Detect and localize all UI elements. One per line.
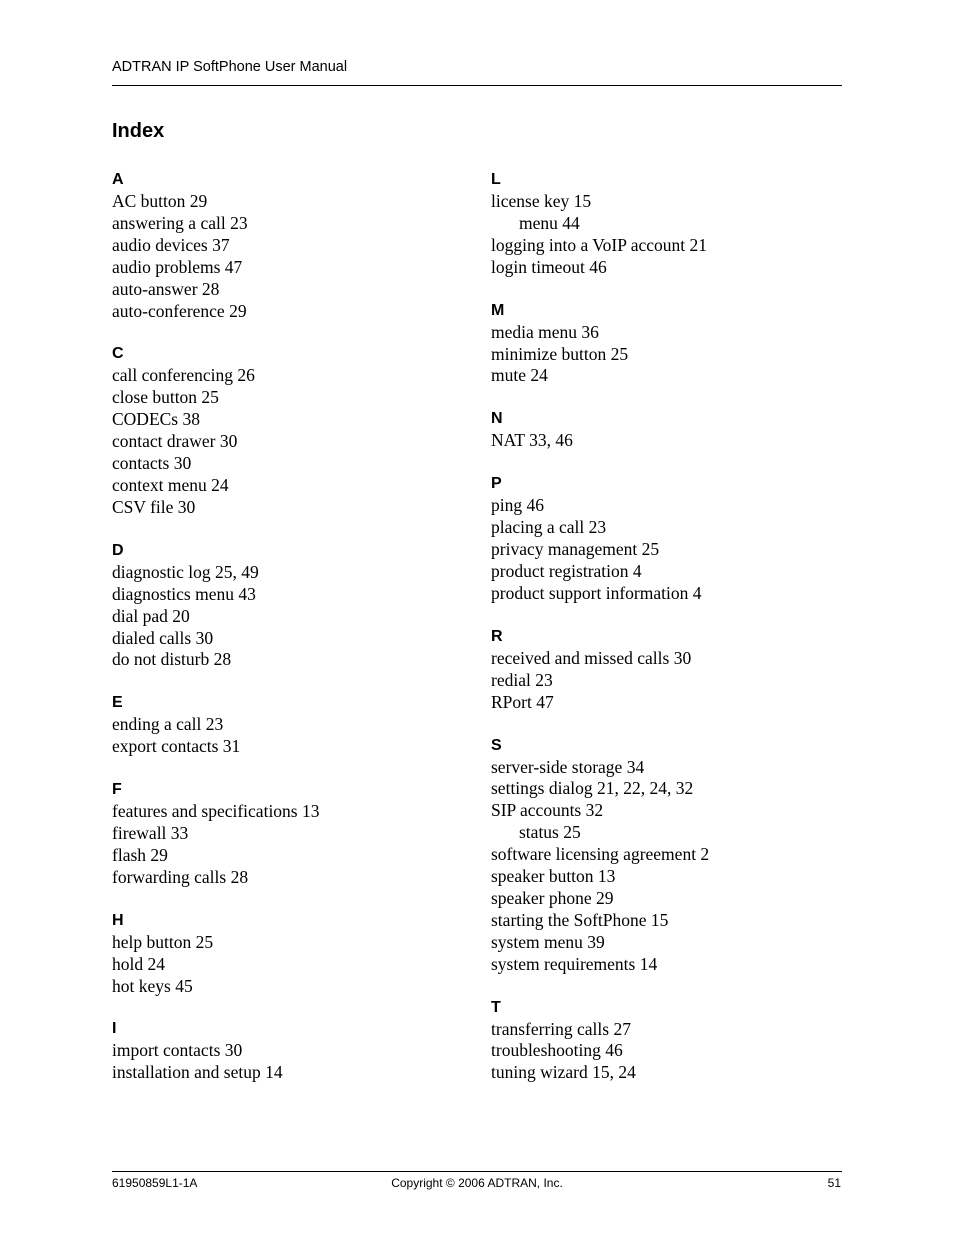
index-entry: product registration 4 bbox=[491, 560, 642, 581]
index-entry: transferring calls 27 bbox=[491, 1018, 631, 1039]
index-section-a bbox=[112, 170, 472, 322]
index-entry: system menu 39 bbox=[491, 931, 605, 952]
index-subentry: status 25 bbox=[519, 822, 581, 843]
section-letter: H bbox=[112, 911, 124, 929]
section-letter: E bbox=[112, 694, 123, 712]
index-entry: auto-answer 28 bbox=[112, 278, 220, 299]
index-entry: received and missed calls 30 bbox=[491, 647, 692, 668]
section-letter: T bbox=[491, 998, 501, 1016]
index-entry: hot keys 45 bbox=[112, 975, 193, 996]
index-entry: ending a call 23 bbox=[112, 714, 224, 735]
section-letter: D bbox=[112, 541, 124, 559]
index-section-t bbox=[491, 998, 831, 1085]
section-letter: M bbox=[491, 301, 505, 319]
index-entry: context menu 24 bbox=[112, 474, 229, 495]
index-entry: login timeout 46 bbox=[491, 256, 607, 277]
index-section-i bbox=[112, 1019, 472, 1084]
index-section-r bbox=[491, 627, 831, 714]
index-entry: NAT 33, 46 bbox=[491, 430, 573, 451]
index-subentry: menu 44 bbox=[519, 212, 580, 233]
index-entry: redial 23 bbox=[491, 669, 553, 690]
header-rule bbox=[112, 85, 842, 86]
running-header: ADTRAN IP SoftPhone User Manual bbox=[112, 59, 348, 75]
section-letter: L bbox=[491, 171, 501, 188]
index-entry: license key 15 bbox=[491, 191, 592, 211]
index-entry: diagnostics menu 43 bbox=[112, 583, 256, 604]
index-entry: mute 24 bbox=[491, 365, 548, 386]
section-letter: S bbox=[491, 736, 502, 754]
index-section-f bbox=[112, 780, 472, 889]
index-entry: starting the SoftPhone 15 bbox=[491, 909, 669, 930]
page-title: Index bbox=[112, 120, 165, 142]
index-entry: minimize button 25 bbox=[491, 343, 629, 364]
index-entry: import contacts 30 bbox=[112, 1040, 243, 1061]
index-entry: contact drawer 30 bbox=[112, 431, 238, 452]
index-entry: troubleshooting 46 bbox=[491, 1040, 623, 1061]
index-entry: server-side storage 34 bbox=[491, 756, 645, 777]
section-letter: F bbox=[112, 781, 122, 799]
section-letter: C bbox=[112, 345, 124, 363]
index-entry: answering a call 23 bbox=[112, 212, 248, 233]
index-entry: logging into a VoIP account 21 bbox=[491, 234, 707, 255]
index-entry: ping 46 bbox=[491, 495, 544, 516]
index-entry: firewall 33 bbox=[112, 823, 189, 844]
index-section-e bbox=[112, 693, 472, 758]
index-section-l bbox=[491, 170, 831, 279]
index-entry: dialed calls 30 bbox=[112, 627, 214, 648]
index-section-h bbox=[112, 911, 472, 998]
index-section-s bbox=[491, 736, 831, 976]
index-entry: close button 25 bbox=[112, 387, 219, 408]
index-entry: hold 24 bbox=[112, 953, 165, 974]
index-entry: settings dialog 21, 22, 24, 32 bbox=[491, 778, 694, 799]
section-letter: I bbox=[112, 1020, 117, 1038]
footer-doc-number: 61950859L1-1A bbox=[112, 1176, 198, 1190]
index-entry: CSV file 30 bbox=[112, 496, 196, 517]
index-entry: placing a call 23 bbox=[491, 517, 607, 538]
index-entry: product support information 4 bbox=[491, 582, 702, 603]
index-entry: export contacts 31 bbox=[112, 736, 241, 757]
index-entry: system requirements 14 bbox=[491, 953, 658, 974]
index-entry: call conferencing 26 bbox=[112, 365, 255, 386]
index-entry: speaker phone 29 bbox=[491, 887, 614, 908]
section-letter: N bbox=[491, 410, 503, 428]
footer-page-number: 51 bbox=[827, 1176, 841, 1190]
footer-rule bbox=[112, 1171, 842, 1172]
index-entry: SIP accounts 32 bbox=[491, 800, 604, 821]
section-letter: R bbox=[491, 627, 503, 645]
index-section-c bbox=[112, 344, 472, 518]
index-entry: features and specifications 13 bbox=[112, 801, 320, 822]
index-column-right bbox=[491, 170, 831, 1106]
index-section-m bbox=[491, 301, 831, 388]
index-entry: flash 29 bbox=[112, 844, 168, 865]
index-entry: help button 25 bbox=[112, 931, 214, 952]
index-entry: software licensing agreement 2 bbox=[491, 844, 710, 865]
index-entry: CODECs 38 bbox=[112, 409, 200, 430]
index-entry: dial pad 20 bbox=[112, 605, 190, 626]
index-section-d bbox=[112, 541, 472, 672]
index-entry: do not disturb 28 bbox=[112, 649, 232, 670]
index-entry: installation and setup 14 bbox=[112, 1062, 283, 1083]
index-entry: audio devices 37 bbox=[112, 234, 230, 255]
index-entry: AC button 29 bbox=[112, 191, 208, 211]
index-section-n bbox=[491, 409, 831, 452]
index-entry: diagnostic log 25, 49 bbox=[112, 561, 259, 582]
index-entry: RPort 47 bbox=[491, 691, 554, 712]
index-entry: speaker button 13 bbox=[491, 866, 616, 887]
index-entry: forwarding calls 28 bbox=[112, 866, 249, 887]
index-entry: audio problems 47 bbox=[112, 256, 243, 277]
index-entry: media menu 36 bbox=[491, 321, 599, 342]
index-entry: privacy management 25 bbox=[491, 539, 660, 560]
index-entry: tuning wizard 15, 24 bbox=[491, 1062, 636, 1083]
section-letter: A bbox=[112, 171, 124, 188]
section-letter: P bbox=[491, 475, 502, 493]
footer-copyright: Copyright © 2006 ADTRAN, Inc. bbox=[391, 1176, 563, 1190]
index-column-left bbox=[112, 170, 472, 1106]
index-section-p bbox=[491, 474, 831, 605]
index-entry: contacts 30 bbox=[112, 453, 192, 474]
index-entry: auto-conference 29 bbox=[112, 300, 247, 321]
